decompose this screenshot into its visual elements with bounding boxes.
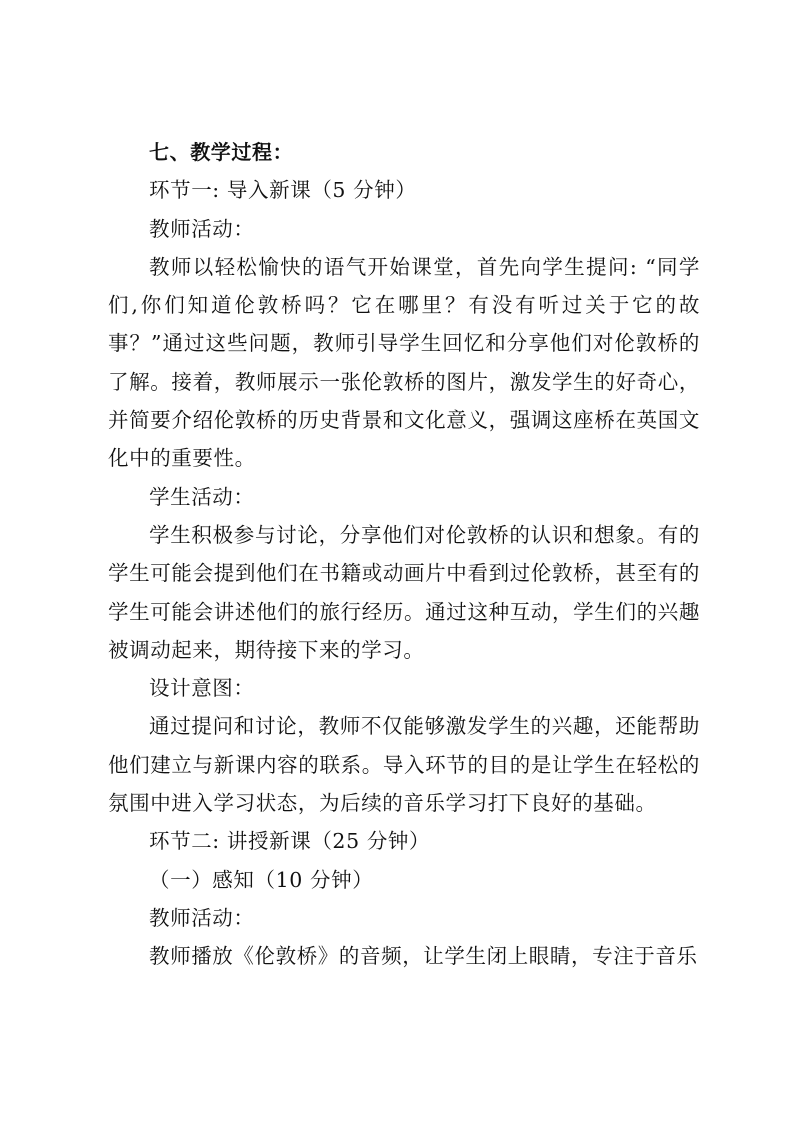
teacher-activity-text-2: 教师播放《伦敦桥》的音频，让学生闭上眼睛，专注于音乐 — [149, 944, 698, 969]
student-activity-label: 学生活动： — [149, 484, 255, 509]
design-intent-label: 设计意图： — [149, 676, 255, 701]
teacher-activity-label-1: 教师活动： — [149, 216, 255, 241]
student-activity-text: 学生积极参与讨论，分享他们对伦敦桥的认识和想象。有的学生可能会提到他们在书籍或动画片中看到过伦敦桥，甚至有的学生可能会讲述他们的旅行经历。通过这种互动，学生们的兴趣被调动起来，期待接下来的学习。 — [108, 522, 700, 662]
design-intent-text: 通过提问和讨论，教师不仅能够激发学生的兴趣，还能帮助他们建立与新课内容的联系。导入环节的目的是让学生在轻松的氛围中进入学习状态，为后续的音乐学习打下良好的基础。 — [108, 714, 700, 816]
stage1-heading: 环节一: 导入新课（5 分钟） — [149, 178, 417, 203]
stage2-heading: 环节二: 讲授新课（25 分钟） — [149, 829, 431, 854]
section-title: 七、教学过程： — [149, 140, 294, 164]
teacher-activity-text-1: 教师以轻松愉快的语气开始课堂，首先向学生提问: “同学们,你们知道伦敦桥吗？它在哪里？有没有听过关于它的故事？”通过这些问题，教师引导学生回忆和分享他们对伦敦桥的了解。接着，教师展示一张伦敦桥的图片，激发学生的好奇心，并简要介绍伦敦桥的历史背景和文化意义，强调这座桥在英国文化中的重要性。 — [108, 254, 700, 471]
document-body — [108, 133, 700, 976]
sub-heading-perception: （一）感知（10 分钟） — [149, 867, 374, 892]
teacher-activity-label-2: 教师活动： — [149, 905, 255, 930]
